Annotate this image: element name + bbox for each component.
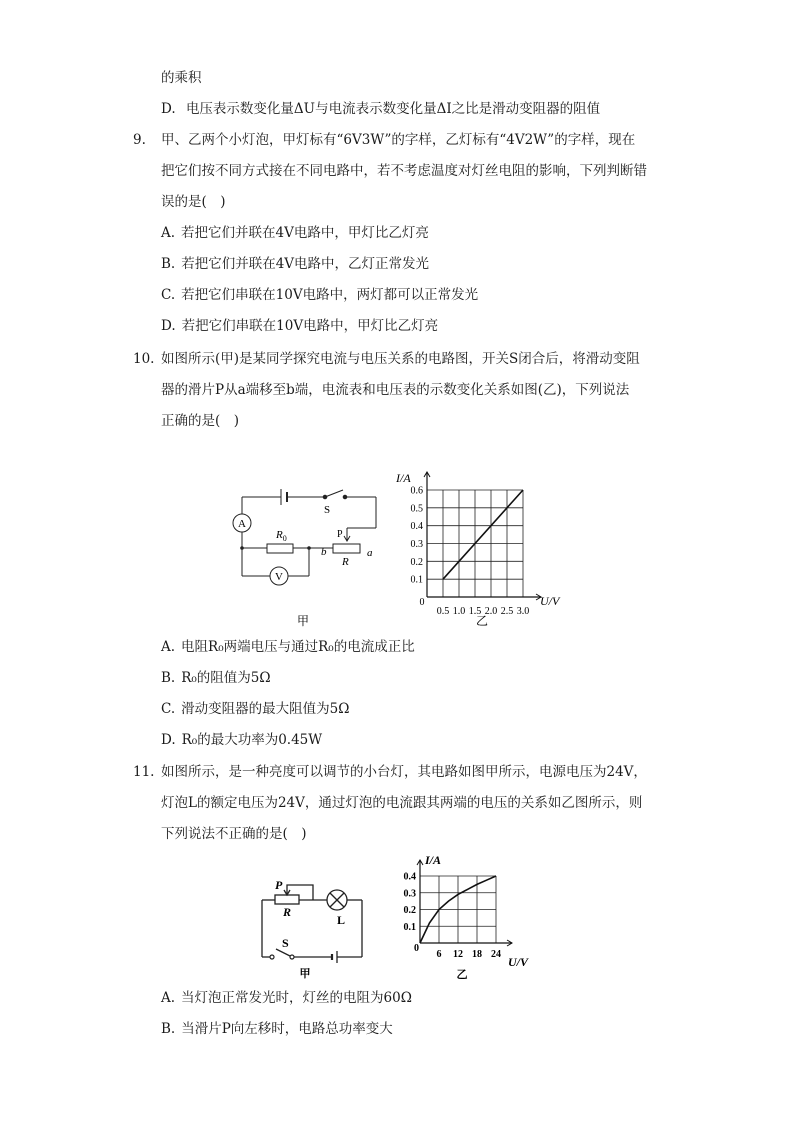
slider-wire: [287, 885, 313, 900]
question-11-number: 11.: [133, 764, 155, 780]
option-label: D.: [161, 318, 176, 334]
x-axis-label: U/V: [508, 955, 529, 969]
question-10-option-d: [161, 730, 322, 750]
switch-contact: [290, 955, 294, 959]
question-10-option-b: [161, 668, 271, 688]
question-11-option-b: [161, 1019, 393, 1039]
switch-blade: [325, 490, 343, 497]
switch-label: S: [324, 504, 331, 516]
option-text: R₀的阻值为5Ω: [181, 670, 271, 686]
question-11-graph: [400, 848, 545, 983]
switch-contact: [343, 495, 347, 499]
graph-caption: 乙: [456, 969, 468, 981]
question-9-number: 9.: [133, 132, 146, 148]
graph-caption: 乙: [475, 614, 489, 628]
slider-label: P: [337, 529, 343, 540]
option-text: 滑动变阻器的最大阻值为5Ω: [181, 701, 350, 717]
question-10-stem-line-1: 如图所示(甲)是某同学探究电流与电压关系的电路图，开关S闭合后，将滑动变阻: [161, 351, 640, 367]
circuit-caption: 甲: [296, 614, 310, 628]
rheostat-label: R: [342, 556, 349, 568]
x-tick-label: 0.5: [436, 606, 450, 617]
question-10-option-a: [161, 637, 415, 657]
option-text: 若把它们串联在10V电路中，甲灯比乙灯亮: [181, 318, 439, 334]
y-tick-label: 0.2: [410, 556, 423, 568]
option-text: 若把它们串联在10V电路中，两灯都可以正常发光: [181, 287, 479, 303]
y-tick-label: 0.2: [403, 905, 416, 916]
switch-pivot: [270, 955, 274, 959]
end-b-label: b: [321, 546, 327, 558]
resistor-r0-label: $R_0$: [276, 529, 287, 543]
question-8-option-d: [161, 99, 600, 119]
option-label: A.: [161, 225, 176, 241]
x-tick-label: 18: [472, 949, 482, 960]
option-label: B.: [161, 670, 176, 686]
option-text: 若把它们并联在4V电路中，乙灯正常发光: [181, 256, 430, 272]
question-10-number: 10.: [133, 351, 155, 367]
option-label: A.: [161, 639, 176, 655]
origin-label: 0: [414, 943, 419, 954]
question-11-stem-line-1: 如图所示，是一种亮度可以调节的小台灯，其电路如图甲所示，电源电压为24V，: [161, 764, 647, 780]
option-text: 电阻R₀两端电压与通过R₀的电流成正比: [181, 639, 415, 655]
question-9-stem-line-2: 把它们按不同方式接在不同电路中，若不考虑温度对灯丝电阻的影响，下列判断错: [161, 163, 647, 179]
y-tick-label: 0.5: [410, 503, 423, 515]
question-10-graph: [385, 465, 570, 633]
voltmeter-label: V: [275, 571, 283, 583]
rheostat-r: [333, 544, 360, 553]
option-text: 电压表示数变化量ΔU与电流表示数变化量ΔI之比是滑动变阻器的阻值: [185, 101, 601, 117]
junction-dot: [240, 546, 244, 550]
option-label: B.: [161, 256, 176, 272]
question-11-option-a: [161, 988, 412, 1008]
question-9-option-d: [161, 316, 438, 336]
question-10-option-c: [161, 699, 349, 719]
y-axis-label: I/A: [396, 471, 411, 485]
option-label: D.: [161, 732, 176, 748]
origin-label: 0: [419, 597, 425, 608]
option-text: R₀的最大功率为0.45W: [181, 732, 323, 748]
y-tick-label: 0.6: [410, 485, 423, 497]
y-tick-label: 0.4: [410, 521, 423, 533]
lamp-label: L: [337, 913, 346, 927]
question-11-stem-line-2: 灯泡L的额定电压为24V，通过灯泡的电流跟其两端的电压的关系如乙图所示，则: [161, 795, 643, 811]
x-tick-label: 1.5: [468, 606, 482, 617]
question-10-circuit-diagram: [225, 478, 390, 633]
x-tick-label: 6: [436, 949, 442, 960]
x-tick-label: 2.0: [484, 606, 498, 617]
rheostat-label: R: [283, 905, 292, 919]
switch-label: S: [282, 936, 289, 950]
y-tick-label: 0.1: [410, 574, 423, 586]
option-text: 当滑片P向左移时，电路总功率变大: [181, 1021, 393, 1037]
question-9-option-a: [161, 223, 429, 243]
x-tick-label: 2.5: [500, 606, 514, 617]
y-tick-label: 0.1: [403, 921, 416, 933]
y-tick-label: 0.4: [403, 871, 416, 883]
junction-dot: [307, 546, 311, 550]
question-8-continuation: 的乘积: [161, 70, 202, 86]
question-11-stem-line-3: 下列说法不正确的是( ): [161, 826, 307, 842]
data-line: [443, 490, 523, 579]
x-axis-label: U/V: [540, 594, 560, 608]
grid: [420, 876, 496, 943]
question-9-stem-line-3: 误的是( ): [161, 194, 226, 210]
question-9-stem-line-1: 甲、乙两个小灯泡，甲灯标有“6V3W”的字样，乙灯标有“4V2W”的字样，现在: [161, 132, 636, 148]
option-label: C.: [161, 287, 176, 303]
option-label: D.: [161, 101, 176, 117]
question-9-option-b: [161, 254, 429, 274]
x-tick-label: 12: [453, 949, 463, 960]
option-label: B.: [161, 1021, 176, 1037]
resistor-r0: [267, 544, 293, 553]
rheostat-r: [275, 895, 299, 904]
question-11-circuit-diagram: [255, 875, 375, 985]
end-a-label: a: [367, 547, 373, 559]
y-tick-label: 0.3: [410, 539, 423, 550]
question-10-stem-line-2: 器的滑片P从a端移至b端，电流表和电压表的示数变化关系如图(乙)，下列说法: [161, 382, 630, 398]
option-label: C.: [161, 701, 176, 717]
y-tick-label: 0.3: [403, 888, 416, 900]
ammeter-label: A: [238, 518, 246, 530]
option-label: A.: [161, 990, 176, 1006]
x-tick-label: 24: [491, 949, 501, 960]
x-tick-label: 1.0: [452, 606, 466, 617]
circuit-caption: 甲: [299, 968, 311, 980]
slider-label: P: [275, 878, 283, 892]
option-text: 若把它们并联在4V电路中，甲灯比乙灯亮: [181, 225, 429, 241]
question-10-stem-line-3: 正确的是( ): [161, 413, 240, 429]
switch-blade: [276, 949, 292, 957]
y-axis-label: I/A: [425, 853, 442, 867]
x-tick-label: 3.0: [516, 606, 530, 617]
question-9-option-c: [161, 285, 478, 305]
option-text: 当灯泡正常发光时，灯丝的电阻为60Ω: [181, 990, 412, 1006]
